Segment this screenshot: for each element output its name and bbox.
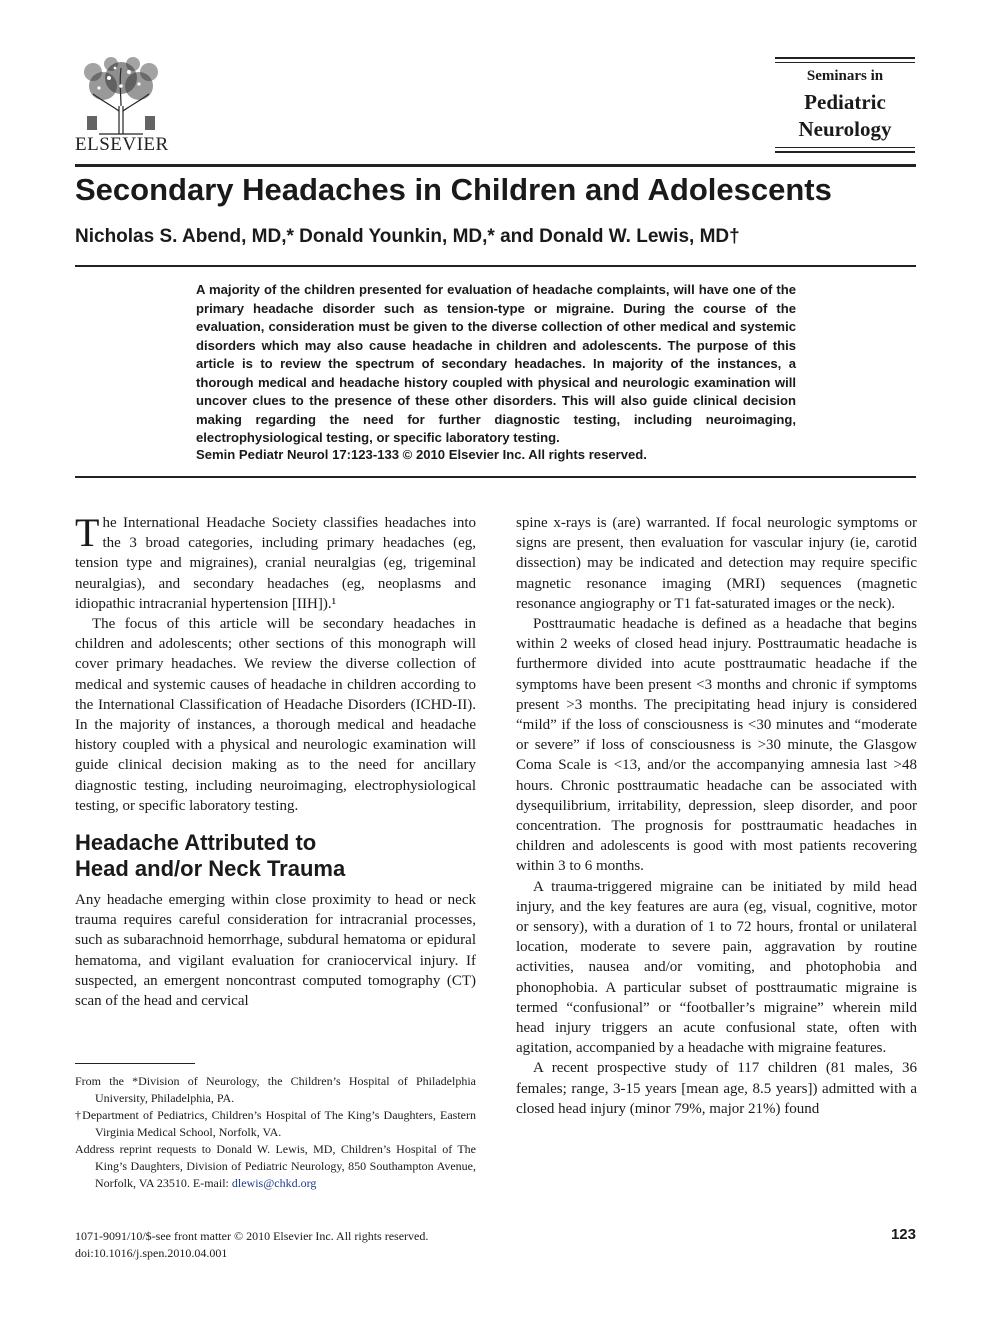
journal-rule-top [775,57,915,59]
email-link[interactable]: dlewis@chkd.org [231,1176,317,1190]
elsevier-tree-icon [79,56,163,136]
body-paragraph: The focus of this article will be secondary headaches in children and adolescents; other sections of this monograph will cover primary headaches. We review the diverse collection of medical and systemic causes of headache in children according to the International Classification of Headache Disorders (ICHD-II). In the majority of instances, a thorough medical and headache history coupled with a physical and neurologic examination will guide clinical decision making as to the need for ancillary diagnostic testing, including neuroimaging, electrophysiological testing, or specific laboratory testing. [75,616,476,814]
doi-line: doi:10.1016/j.spen.2010.04.001 [75,1246,228,1260]
journal-prefix: Seminars in [806,68,884,84]
footnote-rule [75,1063,195,1064]
body-column-left [75,510,476,1011]
journal-rule-bottom-thin [775,147,915,148]
footnote-reprint-requests [75,1141,476,1192]
journal-masthead [775,57,915,153]
article-title: Secondary Headaches in Children and Adolescents [75,172,832,207]
section-heading-line1: Headache Attributed to [75,830,317,856]
article-authors: Nicholas S. Abend, MD,* Donald Younkin, MD,* and Donald W. Lewis, MD† [75,226,740,247]
abstract: A majority of the children presented for evaluation of headache complaints, will have one of the primary headache disorder such as tension-type or migraine. During the course of the evaluation, consideration must be given to the diverse collection of other medical and systemic disorders which may also cause headache in children and adolescents. The purpose of this article is to review the spectrum of secondary headaches. In majority of the instances, a thorough medical and headache history coupled with physical and neurologic examination will uncover clues to the presence of these other disorders. This will also guide clinical decision making regarding the need for further diagnostic testing, including neuroimaging, electrophysiological testing, or specific laboratory testing. [196,282,796,445]
paragraph-text: he International Headache Society classifies headaches into the 3 broad categories, including primary headaches (eg, tension type and migraines), cranial neuralgias (eg, trigeminal neuralgias), and secondary headaches (eg, neoplasms and idiopathic intracranial hypertension [IIH]).¹ [75,515,476,612]
section-heading-line2: Head and/or Neck Trauma [75,856,346,882]
body-paragraph: A trauma-triggered migraine can be initiated by mild head injury, and the key features are aura (eg, visual, cognitive, motor or sensory), with a duration of 1 to 72 hours, frontal or unilateral location, moderate to severe pain, aggravation by routine activities, nausea and/or vomiting, and photophobia and phonophobia. A particular subset of posttraumatic migraine is termed “confusional” or “footballer’s migraine” wherein mild head injury triggers an acute confusional state, often with agitation, accompanied by a headache with migraine features. [516,878,917,1057]
page-number: 123 [890,1226,916,1243]
drop-cap: T [75,510,100,555]
journal-name-line1: Pediatric [804,90,886,114]
journal-rule-top-thin [775,62,915,63]
footnote-affiliation-2: †Department of Pediatrics, Children’s Hospital of The King’s Daughters, Eastern Virginia Medical School, Norfolk, VA. [75,1108,476,1139]
page-footer [75,1228,428,1262]
abstract-rule-bottom [75,476,916,478]
body-paragraph: spine x-rays is (are) warranted. If focal neurologic symptoms or signs are present, then evaluation for vascular injury (ie, carotid dissection) may be indicated and detection may require specific magnetic resonance imaging (MRI) sequences (magnetic resonance angiography or T1 fat-saturated images or the neck). [516,515,917,612]
footnote-affiliation-1: From the *Division of Neurology, the Children’s Hospital of Philadelphia University, Philadelphia, PA. [75,1074,476,1105]
issn-line: 1071-9091/10/$-see front matter © 2010 Elsevier Inc. All rights reserved. [75,1229,429,1243]
header-rule [75,164,916,167]
journal-name-line2: Neurology [798,117,892,141]
journal-rule-bottom [775,151,915,153]
publisher-name: ELSEVIER [75,134,169,155]
body-column-right [516,513,917,1119]
citation: Semin Pediatr Neurol 17:123-133 © 2010 Elsevier Inc. All rights reserved. [196,447,647,462]
footnote-reprint-text: Address reprint requests to Donald W. Lewis, MD, Children’s Hospital of The King’s Daughters, Division of Pediatric Neurology, 850 Southampton Avenue, Norfolk, VA 23510. E-mail: [75,1142,476,1190]
body-paragraph: Posttraumatic headache is defined as a headache that begins within 2 weeks of closed head injury. Posttraumatic headache is furthermore divided into acute posttraumatic headache if the symptoms have been present <3 months and chronic if symptoms present >3 months. The precipitating head injury is considered “mild” if the loss of consciousness is <30 minutes and “moderate or severe” if loss of consciousness is >30 minute, the Glasgow Coma Scale is <13, and/or the accompanying amnesia last >48 hours. Chronic posttraumatic headache can be associated with dysequilibrium, irritability, depression, sleep disorder, and poor concentration. The prognosis for posttraumatic headaches in children and adolescents is good with most patients recovering within 3 to 6 months. [516,616,917,875]
section-heading [75,830,476,882]
body-paragraph [75,510,476,614]
body-paragraph: A recent prospective study of 117 children (81 males, 36 females; range, 3-15 years [mean age, 8.5 years]) admitted with a closed head injury (minor 79%, major 21%) found [516,1060,917,1117]
footnotes [75,1073,476,1192]
body-paragraph: Any headache emerging within close proximity to head or neck trauma requires careful consideration for intracranial processes, such as subarachnoid hemorrhage, subdural hematoma or epidural hematoma, and vigilant evaluation for craniocervical injury. If suspected, an emergent noncontrast computed tomography (CT) scan of the head and cervical [75,892,476,1010]
abstract-rule-top [75,265,916,267]
